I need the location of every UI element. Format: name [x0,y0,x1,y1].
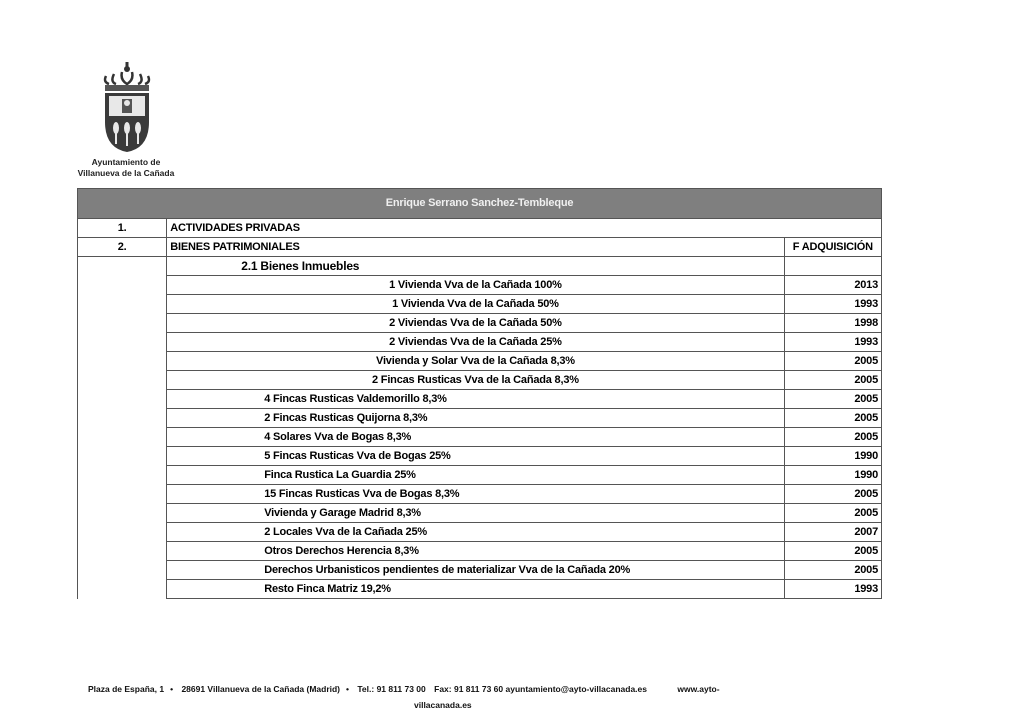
table-row [78,276,882,295]
section-label: BIENES PATRIMONIALES [167,238,784,257]
section-row [78,238,882,257]
acquisition-year: 2005 [784,409,881,428]
asset-description: 4 Fincas Rusticas Valdemorillo 8,3% [167,390,784,409]
asset-description: Vivienda y Solar Vva de la Cañada 8,3% [167,352,784,371]
table-row [78,409,882,428]
table-row [78,580,882,599]
asset-description: Finca Rustica La Guardia 25% [167,466,784,485]
acquisition-year: 2013 [784,276,881,295]
page-footer [88,681,828,713]
acquisition-year: 1993 [784,333,881,352]
acquisition-year: 2007 [784,523,881,542]
asset-description: 2 Viviendas Vva de la Cañada 25% [167,333,784,352]
footer-address: Plaza de España, 1 [88,684,165,694]
subsection-row [78,257,882,276]
asset-description: Derechos Urbanisticos pendientes de materializar Vva de la Cañada 20% [167,561,784,580]
logo-caption [72,157,180,179]
asset-description: 2 Viviendas Vva de la Cañada 50% [167,314,784,333]
asset-description: Vivienda y Garage Madrid 8,3% [167,504,784,523]
acquisition-year: 1993 [784,295,881,314]
table-row [78,390,882,409]
acquisition-year: 1990 [784,447,881,466]
footer-separator: • [170,684,174,694]
asset-description: 4 Solares Vva de Bogas 8,3% [167,428,784,447]
asset-description: Otros Derechos Herencia 8,3% [167,542,784,561]
section-number: 1. [78,219,167,238]
acquisition-year: 2005 [784,542,881,561]
asset-description: 5 Fincas Rusticas Vva de Bogas 25% [167,447,784,466]
acquisition-year: 2005 [784,561,881,580]
table-title: Enrique Serrano Sanchez-Tembleque [78,189,882,219]
asset-description: 2 Locales Vva de la Cañada 25% [167,523,784,542]
acquisition-year: 2005 [784,428,881,447]
section-label: ACTIVIDADES PRIVADAS [167,219,882,238]
table-row [78,561,882,580]
section-row [78,219,882,238]
asset-description: 1 Vivienda Vva de la Cañada 100% [167,276,784,295]
table-title-row [78,189,882,219]
footer-web: www.ayto- [677,684,720,694]
asset-description: 2 Fincas Rusticas Vva de la Cañada 8,3% [167,371,784,390]
acquisition-year: 1998 [784,314,881,333]
footer-phone: Tel.: 91 811 73 00 [357,684,426,694]
asset-description: 15 Fincas Rusticas Vva de Bogas 8,3% [167,485,784,504]
asset-description: 2 Fincas Rusticas Quijorna 8,3% [167,409,784,428]
footer-separator: • [346,684,349,694]
table-row [78,542,882,561]
table-row [78,352,882,371]
footer-web-continued: villacanada.es [414,700,472,710]
footer-line [88,681,828,697]
table-row [78,447,882,466]
table-row [78,295,882,314]
table-row [78,523,882,542]
table-row [78,504,882,523]
acquisition-year: 2005 [784,352,881,371]
acquisition-year: 2005 [784,371,881,390]
asset-description: 1 Vivienda Vva de la Cañada 50% [167,295,784,314]
acquisition-year: 1990 [784,466,881,485]
section-number: 2. [78,238,167,257]
acquisition-year: 1993 [784,580,881,599]
footer-city: 28691 Villanueva de la Cañada (Madrid) [181,684,341,694]
acquisition-year: 2005 [784,390,881,409]
table-row [78,333,882,352]
logo-caption-line1: Ayuntamiento de [91,157,161,167]
footer-fax-email: Fax: 91 811 73 60 ayuntamiento@ayto-villacanada.es [434,684,647,694]
acquisition-year: 2005 [784,504,881,523]
acquisition-year: 2005 [784,485,881,504]
table-row [78,371,882,390]
table-row [78,485,882,504]
table-row [78,466,882,485]
logo-caption-line2: Villanueva de la Cañada [77,168,175,178]
asset-description: Resto Finca Matriz 19,2% [167,580,784,599]
table-row [78,428,882,447]
subsection-label: 2.1 Bienes Inmuebles [167,257,784,276]
date-column-header: F ADQUISICIÓN [784,238,881,257]
assets-table [77,188,882,599]
table-row [78,314,882,333]
coat-of-arms-logo [100,62,154,154]
